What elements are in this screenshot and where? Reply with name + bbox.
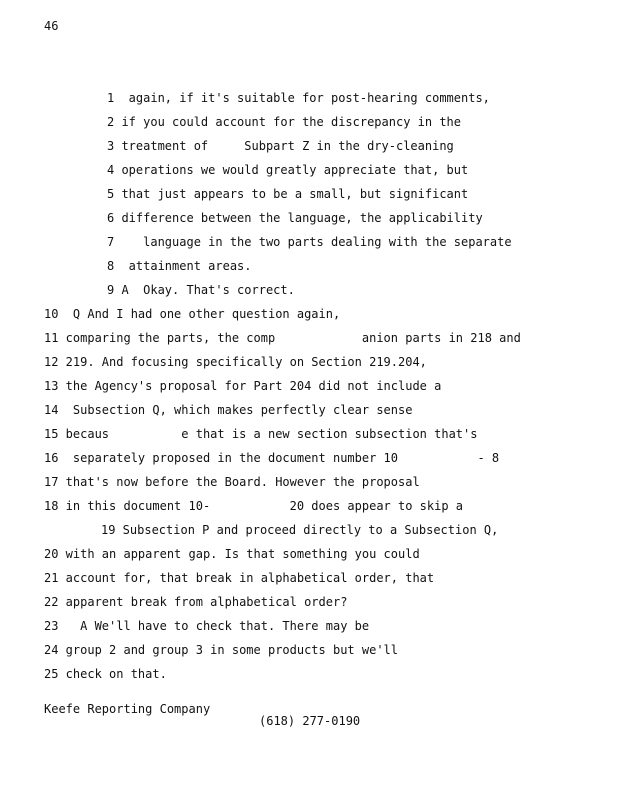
- transcript-line: 19 Subsection P and proceed directly to a Subsection Q,: [101, 523, 499, 537]
- footer-company-name: Keefe Reporting Company: [44, 702, 211, 716]
- page-number: 46: [44, 19, 59, 33]
- transcript-line: 16 separately proposed in the document number 10 - 8: [44, 451, 500, 465]
- transcript-line: 15 becaus e that is a new section subsection that's: [44, 427, 478, 441]
- transcript-line: 14 Subsection Q, which makes perfectly clear sense: [44, 403, 413, 417]
- transcript-line: 17 that's now before the Board. However the proposal: [44, 475, 420, 489]
- transcript-line: 9 A Okay. That's correct.: [107, 283, 295, 297]
- transcript-line: 5 that just appears to be a small, but significant: [107, 187, 469, 201]
- transcript-line: 12 219. And focusing specifically on Section 219.204,: [44, 355, 427, 369]
- transcript-line: 1 again, if it's suitable for post-hearing comments,: [107, 91, 490, 105]
- transcript-line: 23 A We'll have to check that. There may be: [44, 619, 370, 633]
- transcript-line: 25 check on that.: [44, 667, 167, 681]
- transcript-line: 13 the Agency's proposal for Part 204 did not include a: [44, 379, 442, 393]
- transcript-line: 8 attainment areas.: [107, 259, 252, 273]
- transcript-line: 20 with an apparent gap. Is that something you could: [44, 547, 420, 561]
- transcript-line: 24 group 2 and group 3 in some products but we'll: [44, 643, 399, 657]
- transcript-line: 4 operations we would greatly appreciate that, but: [107, 163, 469, 177]
- transcript-line: 10 Q And I had one other question again,: [44, 307, 341, 321]
- transcript-line: 3 treatment of Subpart Z in the dry-cleaning: [107, 139, 454, 153]
- transcript-line: 11 comparing the parts, the comp anion parts in 218 and: [44, 331, 521, 345]
- transcript-line: 21 account for, that break in alphabetical order, that: [44, 571, 435, 585]
- footer-phone-number: (618) 277-0190: [259, 714, 361, 728]
- transcript-line: 18 in this document 10- 20 does appear to skip a: [44, 499, 464, 513]
- transcript-line: 22 apparent break from alphabetical order?: [44, 595, 348, 609]
- transcript-line: 2 if you could account for the discrepancy in the: [107, 115, 462, 129]
- transcript-line: 7 language in the two parts dealing with the separate: [107, 235, 512, 249]
- transcript-line: 6 difference between the language, the applicability: [107, 211, 483, 225]
